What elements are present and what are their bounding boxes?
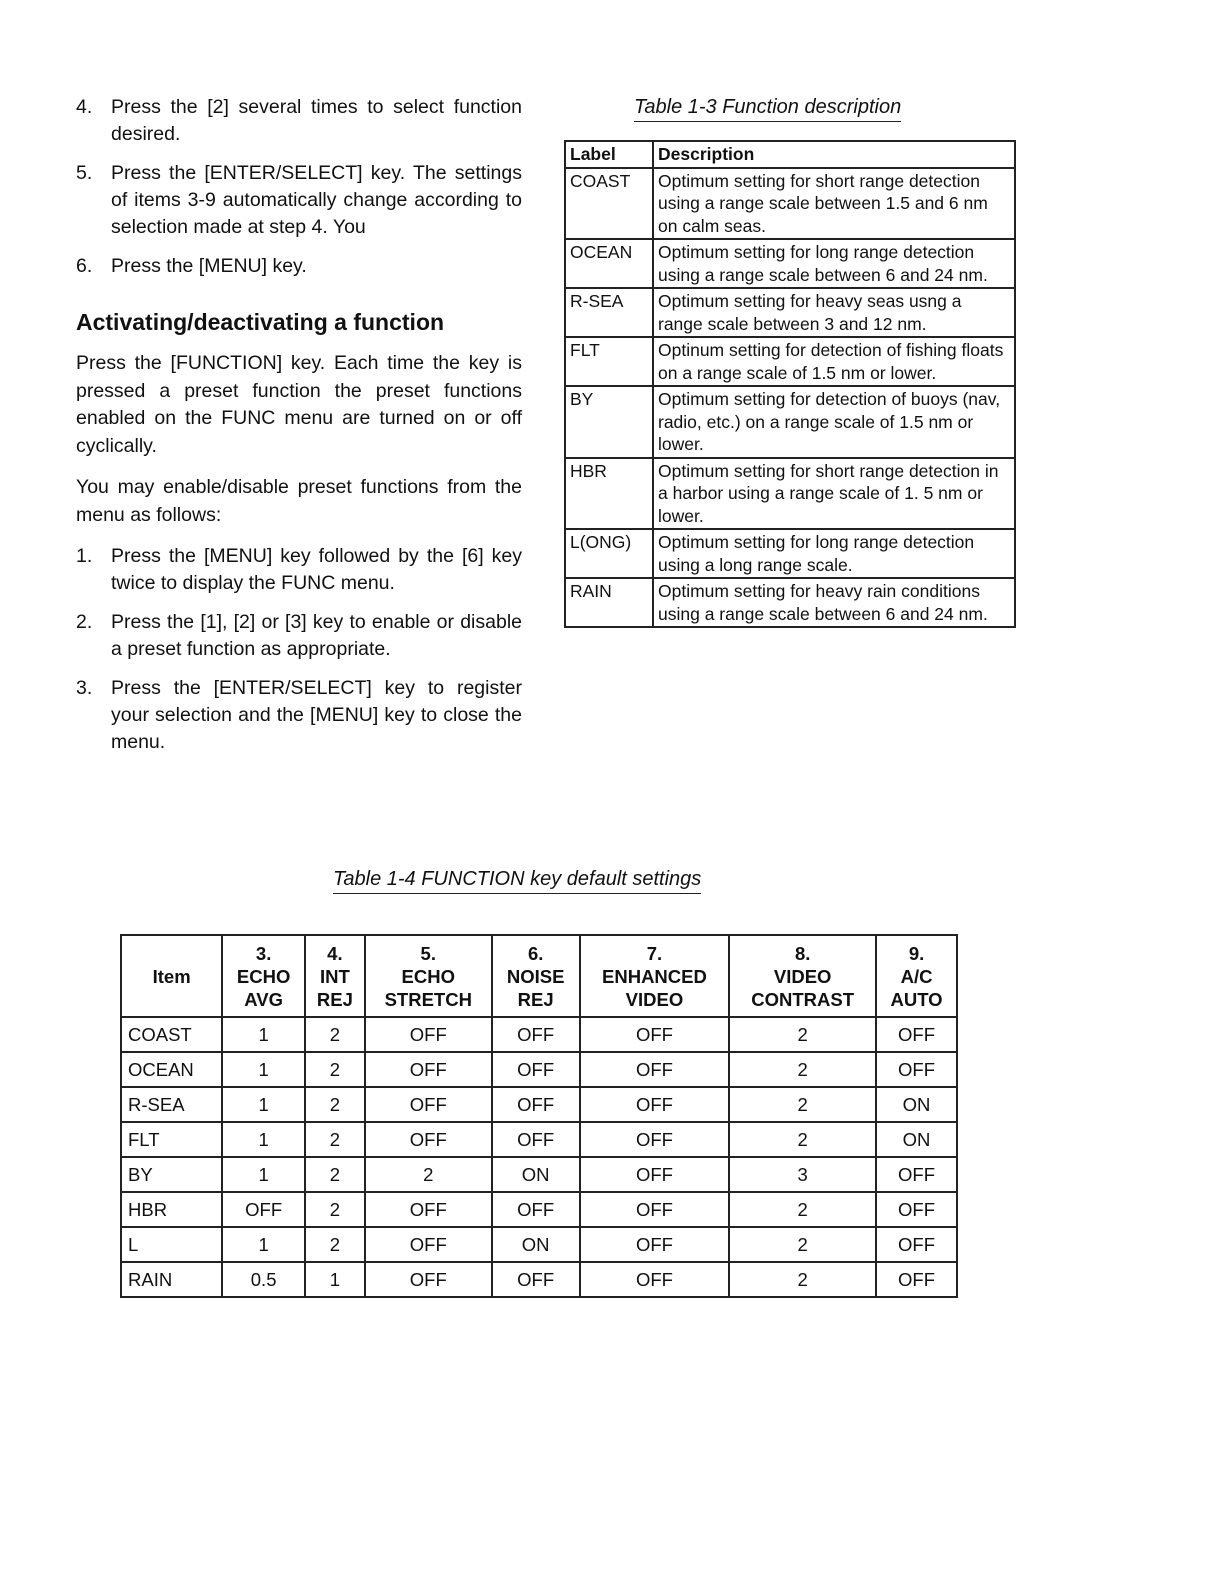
table-cell: 2 [305,1122,365,1157]
header-line: 6. [527,942,544,964]
table-cell: 2 [305,1157,365,1192]
header-line: ENHANCED [602,965,707,987]
table-cell: OFF [492,1262,580,1297]
table-cell: OFF [876,1192,957,1227]
table-cell: 1 [222,1227,305,1262]
step-number: 3. [76,677,93,699]
table-cell: 2 [305,1017,365,1052]
row-description: Optimum setting for long range detection using a long range scale. [653,529,1015,578]
row-label: BY [565,386,653,458]
table-cell: 2 [729,1192,876,1227]
row-description: Optimum setting for short range detection in a harbor using a range scale of 1. 5 nm or lower. [653,458,1015,530]
table-cell: 2 [305,1052,365,1087]
table-row [565,386,1015,458]
table-row [565,288,1015,337]
header-line: AUTO [890,988,943,1010]
table-cell: 1 [222,1122,305,1157]
table-cell: OFF [580,1087,730,1122]
step-number: 4. [76,96,93,118]
column-header [876,935,957,1017]
step-text: Press the [ENTER/SELECT] key. The settings of items 3-9 automatically change according to selection made at step 4. You [111,162,522,238]
row-item: COAST [121,1017,222,1052]
table-cell: 1 [222,1157,305,1192]
table-cell: OFF [876,1157,957,1192]
table-cell: OFF [365,1087,492,1122]
table-cell: 1 [305,1262,365,1297]
step-text: Press the [MENU] key followed by the [6] key twice to display the FUNC menu. [111,545,522,594]
table-row [121,1157,957,1192]
table-cell: 2 [729,1227,876,1262]
table-cell: OFF [876,1052,957,1087]
column-header [729,935,876,1017]
table-cell: 1 [222,1052,305,1087]
table-cell: ON [876,1087,957,1122]
column-header [222,935,305,1017]
table-cell: 2 [729,1017,876,1052]
header-label: Label [565,141,653,168]
step-number: 6. [76,255,93,277]
row-description: Optimum setting for long range detection using a range scale between 6 and 24 nm. [653,239,1015,288]
table-header-row [565,141,1015,168]
function-description-table [564,140,1016,628]
table-cell: OFF [365,1017,492,1052]
header-line: CONTRAST [751,988,855,1010]
table-cell: OFF [876,1262,957,1297]
row-item: RAIN [121,1262,222,1297]
table-cell: OFF [580,1157,730,1192]
row-label: R-SEA [565,288,653,337]
paragraph-enable-disable: You may enable/disable preset functions from the menu as follows: [76,476,522,526]
table-row [565,529,1015,578]
table-cell: OFF [492,1052,580,1087]
column-header [305,935,365,1017]
header-line: AVG [244,988,283,1010]
table-row [565,168,1015,240]
table-row [565,337,1015,386]
section-title: Activating/deactivating a function [76,309,445,335]
function-key-defaults-table [120,934,958,1298]
header-line: REJ [517,988,554,1010]
step-item [76,543,522,597]
row-item: BY [121,1157,222,1192]
table-cell: OFF [580,1122,730,1157]
header-line: 7. [646,942,663,964]
table-cell: ON [876,1122,957,1157]
table-cell: OFF [222,1192,305,1227]
table-cell: 1 [222,1087,305,1122]
table-cell: 2 [305,1192,365,1227]
table-row [565,458,1015,530]
table-cell: 2 [365,1157,492,1192]
table-cell: OFF [365,1227,492,1262]
table-cell: 2 [729,1052,876,1087]
header-line: VIDEO [773,965,832,987]
table-row [121,1192,957,1227]
column-header [121,935,222,1017]
header-line: 3. [255,942,272,964]
step-text: Press the [MENU] key. [111,255,307,277]
row-item: R-SEA [121,1087,222,1122]
table-cell: 2 [729,1122,876,1157]
step-text: Press the [2] several times to select function desired. [111,96,522,145]
table-cell: ON [492,1157,580,1192]
header-line: ECHO [401,965,455,987]
header-line: REJ [316,988,353,1010]
table-row [121,1087,957,1122]
table-row [121,1227,957,1262]
table-row [121,1017,957,1052]
table-1-3-caption: Table 1-3 Function description [634,96,901,122]
step-item [76,675,522,756]
table-cell: OFF [580,1262,730,1297]
table-header-row [121,935,957,1017]
header-line: VIDEO [625,988,684,1010]
left-column [76,94,522,768]
step-number: 1. [76,545,93,567]
table-cell: OFF [580,1052,730,1087]
row-description: Optimum setting for heavy seas usng a range scale between 3 and 12 nm. [653,288,1015,337]
header-line: INT [319,965,350,987]
table-cell: 2 [305,1227,365,1262]
table-row [565,239,1015,288]
table-cell: OFF [492,1122,580,1157]
header-line: 5. [420,942,436,964]
table-row [121,1052,957,1087]
table-cell: ON [492,1227,580,1262]
row-label: FLT [565,337,653,386]
row-description: Optimum setting for heavy rain conditions using a range scale between 6 and 24 nm. [653,578,1015,627]
row-description: Optinum setting for detection of fishing floats on a range scale of 1.5 nm or lower. [653,337,1015,386]
table-cell: OFF [492,1087,580,1122]
row-label: RAIN [565,578,653,627]
step-item [76,609,522,663]
table-cell: 1 [222,1017,305,1052]
step-item [76,160,522,241]
step-number: 2. [76,611,93,633]
table-cell: 2 [305,1087,365,1122]
table-cell: OFF [365,1122,492,1157]
header-line: 8. [794,942,811,964]
step-number: 5. [76,162,93,184]
row-label: HBR [565,458,653,530]
table-cell: OFF [365,1192,492,1227]
column-header [580,935,730,1017]
column-header [365,935,492,1017]
row-label: L(ONG) [565,529,653,578]
table-cell: OFF [876,1017,957,1052]
row-label: COAST [565,168,653,240]
row-label: OCEAN [565,239,653,288]
step-text: Press the [1], [2] or [3] key to enable or disable a preset function as appropriate. [111,611,522,660]
header-description: Description [653,141,1015,168]
table-cell: OFF [365,1052,492,1087]
table-cell: OFF [876,1227,957,1262]
table-row [121,1122,957,1157]
row-item: HBR [121,1192,222,1227]
step-text: Press the [ENTER/SELECT] key to register your selection and the [MENU] key to close the menu. [111,677,522,753]
table-1-4-caption: Table 1-4 FUNCTION key default settings [333,868,701,894]
table-cell: OFF [580,1227,730,1262]
row-item: FLT [121,1122,222,1157]
column-header [492,935,580,1017]
step-item [76,253,522,280]
table-cell: 0.5 [222,1262,305,1297]
table-cell: OFF [365,1262,492,1297]
table-cell: 2 [729,1262,876,1297]
table-cell: OFF [492,1192,580,1227]
paragraph-function-key: Press the [FUNCTION] key. Each time the key is pressed a preset function the preset functions enabled on the FUNC menu are turned on or off cyclically. [76,352,522,457]
header-line: NOISE [506,965,565,987]
header-line: STRETCH [384,988,472,1010]
header-line: 9. [908,942,925,964]
row-description: Optimum setting for short range detection using a range scale between 1.5 and 6 nm on calm seas. [653,168,1015,240]
row-description: Optimum setting for detection of buoys (nav, radio, etc.) on a range scale of 1.5 nm or lower. [653,386,1015,458]
table-cell: OFF [492,1017,580,1052]
table-cell: OFF [580,1017,730,1052]
table-row [121,1262,957,1297]
row-item: L [121,1227,222,1262]
table-cell: 2 [729,1087,876,1122]
header-line: A/C [900,965,933,987]
table-cell: 3 [729,1157,876,1192]
row-item: OCEAN [121,1052,222,1087]
step-item [76,94,522,148]
table-row [565,578,1015,627]
header-line: 4. [327,942,343,964]
header-line: Item [152,965,191,987]
table-cell: OFF [580,1192,730,1227]
header-line: ECHO [236,965,291,987]
